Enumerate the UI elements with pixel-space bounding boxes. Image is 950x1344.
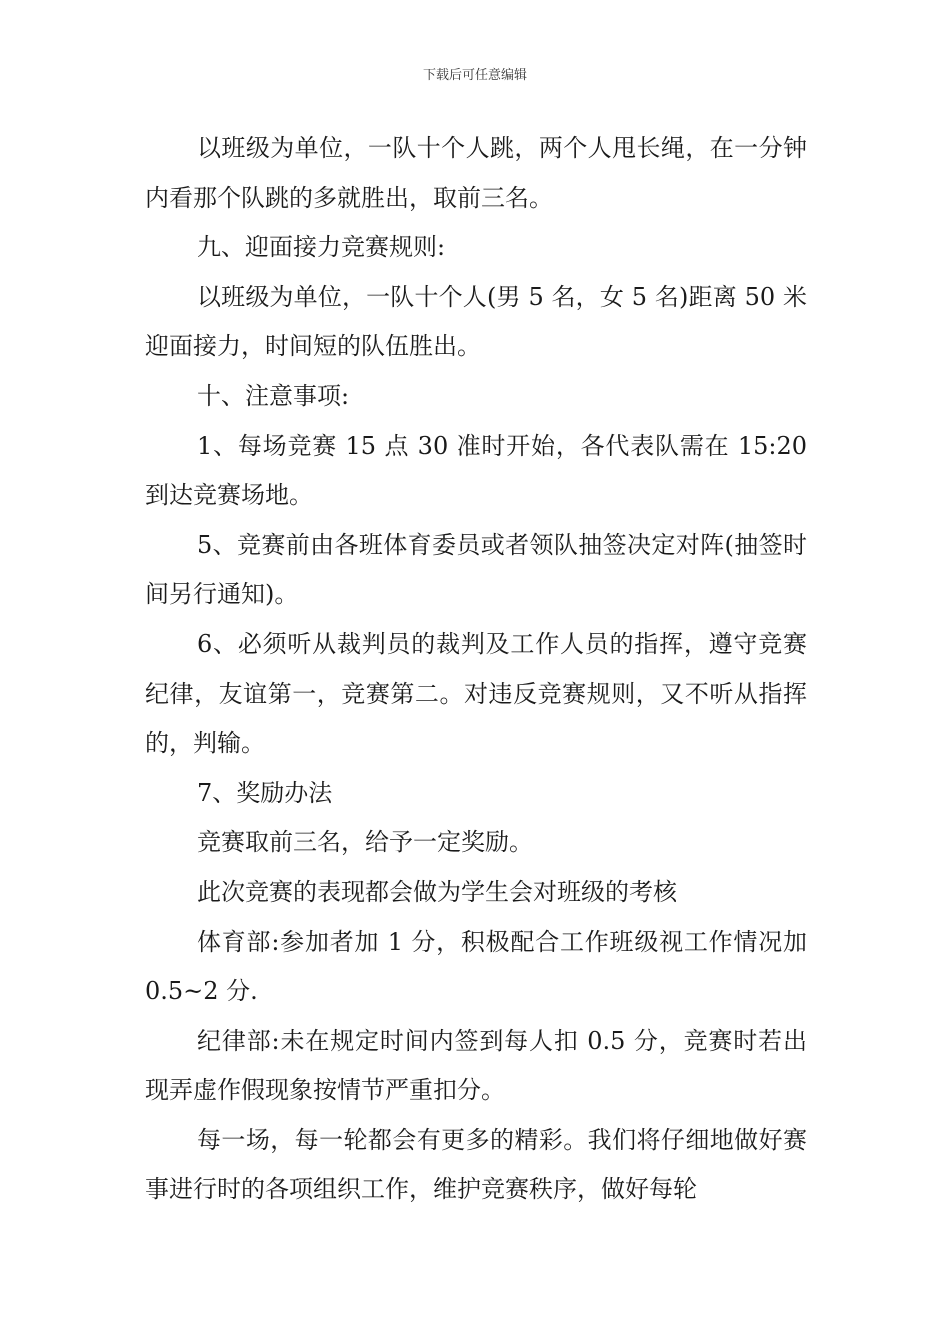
- paragraph-relay-rules: 以班级为单位，一队十个人(男 5 名，女 5 名)距离 50 米迎面接力，时间短的队伍胜出。: [145, 282, 807, 361]
- paragraph-note-5: 5、竞赛前由各班体育委员或者领队抽签决定对阵(抽签时间另行通知)。: [145, 530, 807, 609]
- heading-relay-rules: 九、迎面接力竞赛规则:: [197, 233, 446, 262]
- paragraph-discipline-dept: 纪律部:未在规定时间内签到每人扣 0.5 分，竞赛时若出现弄虚作假现象按情节严重扣分。: [145, 1026, 807, 1105]
- paragraph-rope-skipping-rules: 以班级为单位，一队十个人跳，两个人甩长绳，在一分钟内看那个队跳的多就胜出，取前三名。: [145, 134, 807, 212]
- paragraph-sports-dept: 体育部:参加者加 1 分，积极配合工作班级视工作情况加 0.5~2 分.: [145, 927, 807, 1006]
- paragraph-assessment: 此次竞赛的表现都会做为学生会对班级的考核: [197, 877, 677, 906]
- paragraph-closing: 每一场，每一轮都会有更多的精彩。我们将仔细地做好赛事进行时的各项组织工作，维护竞赛秩序，做好每轮: [145, 1125, 807, 1204]
- paragraph-note-6: 6、必须听从裁判员的裁判及工作人员的指挥，遵守竞赛纪律，友谊第一，竞赛第二。对违反竞赛规则，又不听从指挥的，判输。: [145, 629, 807, 758]
- paragraph-rewards: 竞赛取前三名，给予一定奖励。: [197, 828, 533, 857]
- heading-rewards: 7、奖励办法: [197, 778, 333, 807]
- heading-notes: 十、注意事项:: [197, 381, 350, 410]
- page-header: 下载后可任意编辑: [422, 68, 527, 83]
- paragraph-note-1: 1、每场竞赛 15 点 30 准时开始，各代表队需在 15:20 到达竞赛场地。: [145, 431, 807, 510]
- document-body: [145, 124, 807, 1215]
